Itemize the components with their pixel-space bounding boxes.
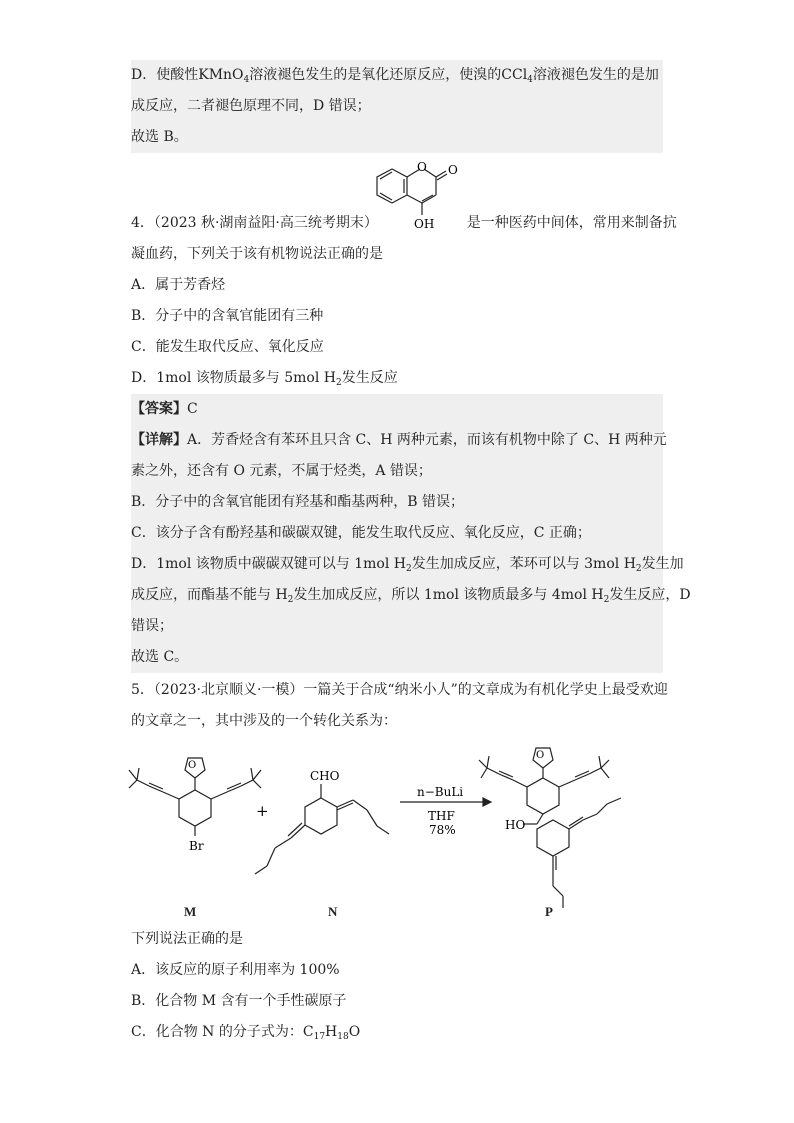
q4-answer [131, 394, 663, 425]
reagent-thf: THF [428, 809, 455, 823]
q4-stem-line2: 凝血药，下列关于该有机物说法正确的是 [131, 246, 383, 262]
text: 发生反应 [341, 370, 398, 386]
text: 是一种医药中间体，常用来制备抗 [466, 215, 677, 231]
text: D．1mol 该物质最多与 5mol H [131, 370, 336, 386]
q4-detail-d2 [131, 580, 691, 611]
q4-detail-a1 [131, 425, 667, 456]
formula: O [348, 1024, 361, 1040]
formula-ccl4: CCl [501, 67, 528, 83]
q5-option-c [131, 1017, 360, 1048]
q4-stem-line1 [131, 208, 677, 239]
q4-option-a: A．属于芳香烃 [131, 277, 226, 293]
q4-option-d [131, 363, 398, 394]
plus-sign: + [256, 802, 269, 820]
p-oxygen-label: O [536, 750, 545, 761]
text: 发生加 [641, 556, 684, 572]
text: D．使酸性 [131, 67, 199, 83]
q4-option-c: C．能发生取代反应、氧化反应 [131, 339, 324, 355]
prev-choose: 故选 B。 [131, 122, 663, 153]
subscript: 2 [405, 564, 412, 574]
reaction-yield: 78% [429, 823, 456, 837]
ho-label: HO [505, 818, 526, 832]
q4-detail-b: B．分子中的含氧官能团有羟基和酯基两种，B 错误； [131, 487, 663, 518]
formula-kmno4: KMnO [198, 67, 244, 83]
subscript: 17 [313, 1032, 326, 1042]
text: 成反应，而酯基不能与 H [131, 587, 288, 603]
prev-option-d-line2: 成反应，二者褪色原理不同，D 错误； [131, 91, 663, 122]
carbonyl-oxygen-label: O [448, 163, 458, 177]
text: D．1mol 该物质中碳碳双键可以与 1mol H [131, 556, 406, 572]
answer-tag: 【答案】 [131, 401, 187, 417]
ring-oxygen-label: O [417, 160, 427, 174]
reagent-nbuli: n−BuLi [417, 785, 464, 799]
formula: H [325, 1024, 338, 1040]
text: 发生加成反应，所以 1mol 该物质最多与 4mol H [293, 587, 604, 603]
subscript: 4 [527, 75, 533, 85]
answer-value: C [187, 401, 198, 417]
text: 发生加成反应，苯环可以与 3mol H [411, 556, 636, 572]
m-oxygen-label: O [188, 760, 197, 771]
subscript: 2 [635, 564, 642, 574]
text: A．芳香烃含有苯环且只含 C、H 两种元素，而该有机物中除了 C、H 两种元 [187, 432, 667, 448]
hydroxyl-label: OH [414, 217, 435, 231]
q5-prompt: 下列说法正确的是 [131, 931, 243, 947]
subscript: 2 [603, 595, 610, 605]
subscript: 2 [335, 378, 342, 388]
q4-detail-c: C．该分子含有酚羟基和碳碳双键，能发生取代反应、氧化反应，C 正确； [131, 518, 663, 549]
text: 溶液褪色发生的是氧化还原反应，使溴的 [249, 67, 502, 83]
q4-choose: 故选 C。 [131, 642, 663, 673]
q5-option-b: B．化合物 M 含有一个手性碳原子 [131, 993, 347, 1009]
q5-stem-line1: 5．（2023·北京顺义·一模）一篇关于合成“纳米小人”的文章成为有机化学史上最受欢迎 [131, 682, 668, 698]
detail-tag: 【详解】 [131, 432, 187, 448]
p-benzene-ring-top [527, 778, 559, 814]
q4-source: 4．（2023 秋·湖南益阳·高三统考期末） [131, 215, 378, 231]
br-label: Br [189, 839, 204, 853]
prev-option-d-line1 [131, 60, 663, 91]
compound-label-m: M [184, 904, 197, 919]
q4-detail-d1 [131, 549, 684, 580]
cho-label: CHO [310, 769, 340, 783]
text: C．化合物 N 的分子式为： [131, 1024, 303, 1040]
subscript: 18 [337, 1032, 349, 1042]
q4-option-b: B．分子中的含氧官能团有三种 [131, 308, 324, 324]
q5-option-a: A．该反应的原子利用率为 100% [131, 962, 340, 978]
q4-detail-a2: 素之外，还含有 O 元素，不属于烃类，A 错误； [131, 456, 663, 487]
q5-stem-line2: 的文章之一，其中涉及的一个转化关系为： [131, 713, 397, 729]
compound-label-n: N [328, 904, 338, 919]
text: 发生反应，D [609, 587, 691, 603]
m-benzene-ring [179, 790, 211, 826]
compound-label-p: P [545, 904, 553, 919]
p-benzene-ring-bottom [537, 820, 569, 856]
subscript: 2 [287, 595, 294, 605]
subscript: 4 [243, 75, 250, 85]
text: 溶液褪色发生的是加 [532, 67, 659, 83]
q5-reaction-scheme [125, 740, 685, 915]
q4-detail-d3: 错误； [131, 611, 663, 642]
n-benzene-ring [305, 798, 337, 834]
formula: C [302, 1024, 314, 1040]
